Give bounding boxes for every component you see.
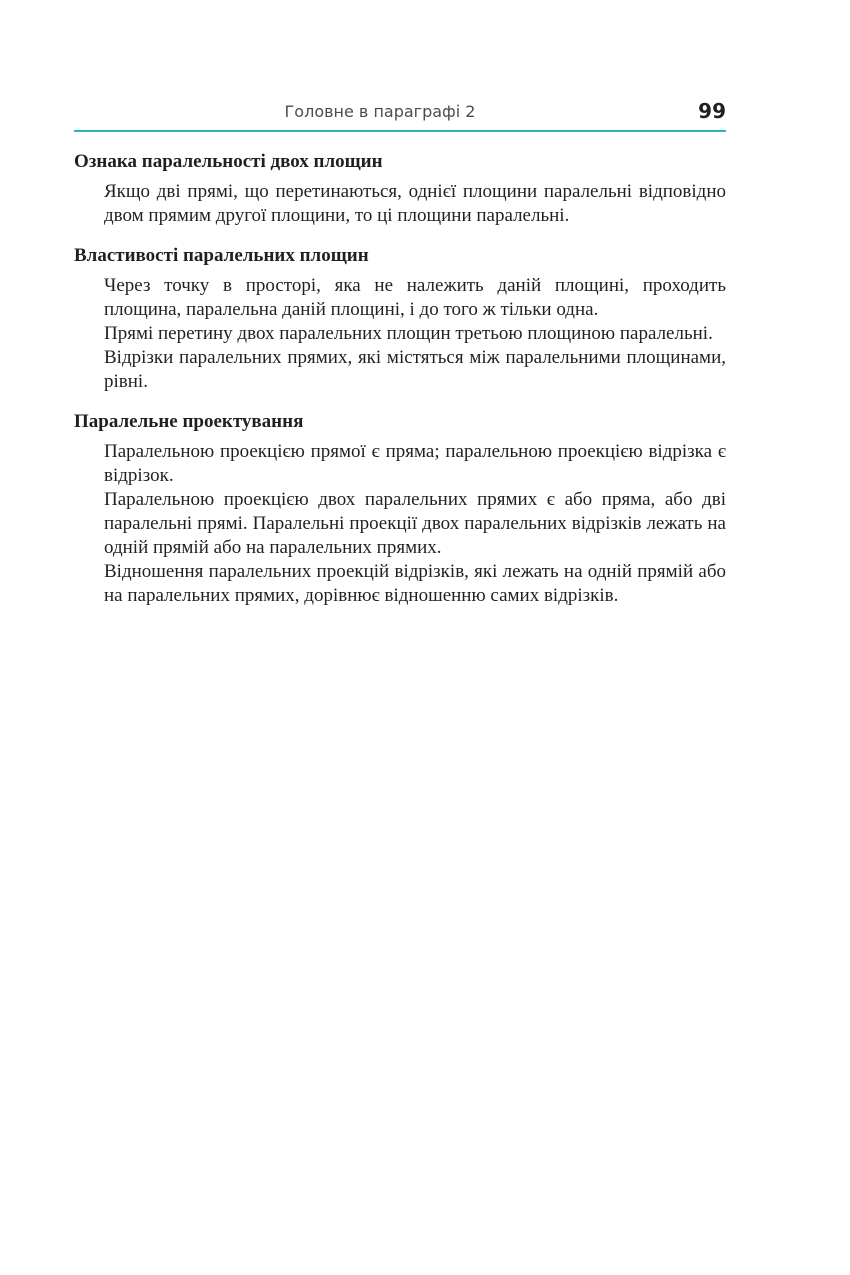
page-header bbox=[74, 98, 726, 132]
paragraph: Паралельною проекцією двох паралельних прямих є або пряма, або дві паралельні прямі. Паралельні проекції двох паралельних відрізків лежать на одній прямій або на паралельних прямих. bbox=[104, 489, 726, 558]
section-parallel-projection bbox=[74, 410, 726, 608]
paragraph: Відрізки паралельних прямих, які містяться між паралельними площинами, рівні. bbox=[104, 347, 726, 392]
paragraph: Прямі перетину двох паралельних площин третьою площиною паралельні. bbox=[104, 323, 713, 344]
section-title: Ознака паралельності двох площин bbox=[74, 151, 383, 172]
section-parallel-planes-properties bbox=[74, 244, 726, 394]
running-title: Головне в параграфі 2 bbox=[284, 102, 476, 121]
section-title: Властивості паралельних площин bbox=[74, 245, 369, 266]
paragraph: Паралельною проекцією прямої є пряма; паралельною проекцією відрізка є відрізок. bbox=[104, 441, 726, 486]
section-plane-parallelism-criterion bbox=[74, 150, 726, 228]
paragraph: Відношення паралельних проекцій відрізків, які лежать на одній прямій або на паралельних прямих, дорівнює відношенню самих відрізків. bbox=[104, 561, 726, 606]
page-content bbox=[74, 150, 726, 624]
paragraph: Через точку в просторі, яка не належить даній площині, проходить площина, паралельна даній площині, і до того ж тільки одна. bbox=[104, 275, 726, 320]
paragraph: Якщо дві прямі, що перетинаються, однієї площини паралельні відповідно двом прямим другої площини, то ці площини паралельні. bbox=[104, 181, 726, 226]
section-title: Паралельне проектування bbox=[74, 411, 304, 432]
page-number: 99 bbox=[698, 99, 726, 123]
